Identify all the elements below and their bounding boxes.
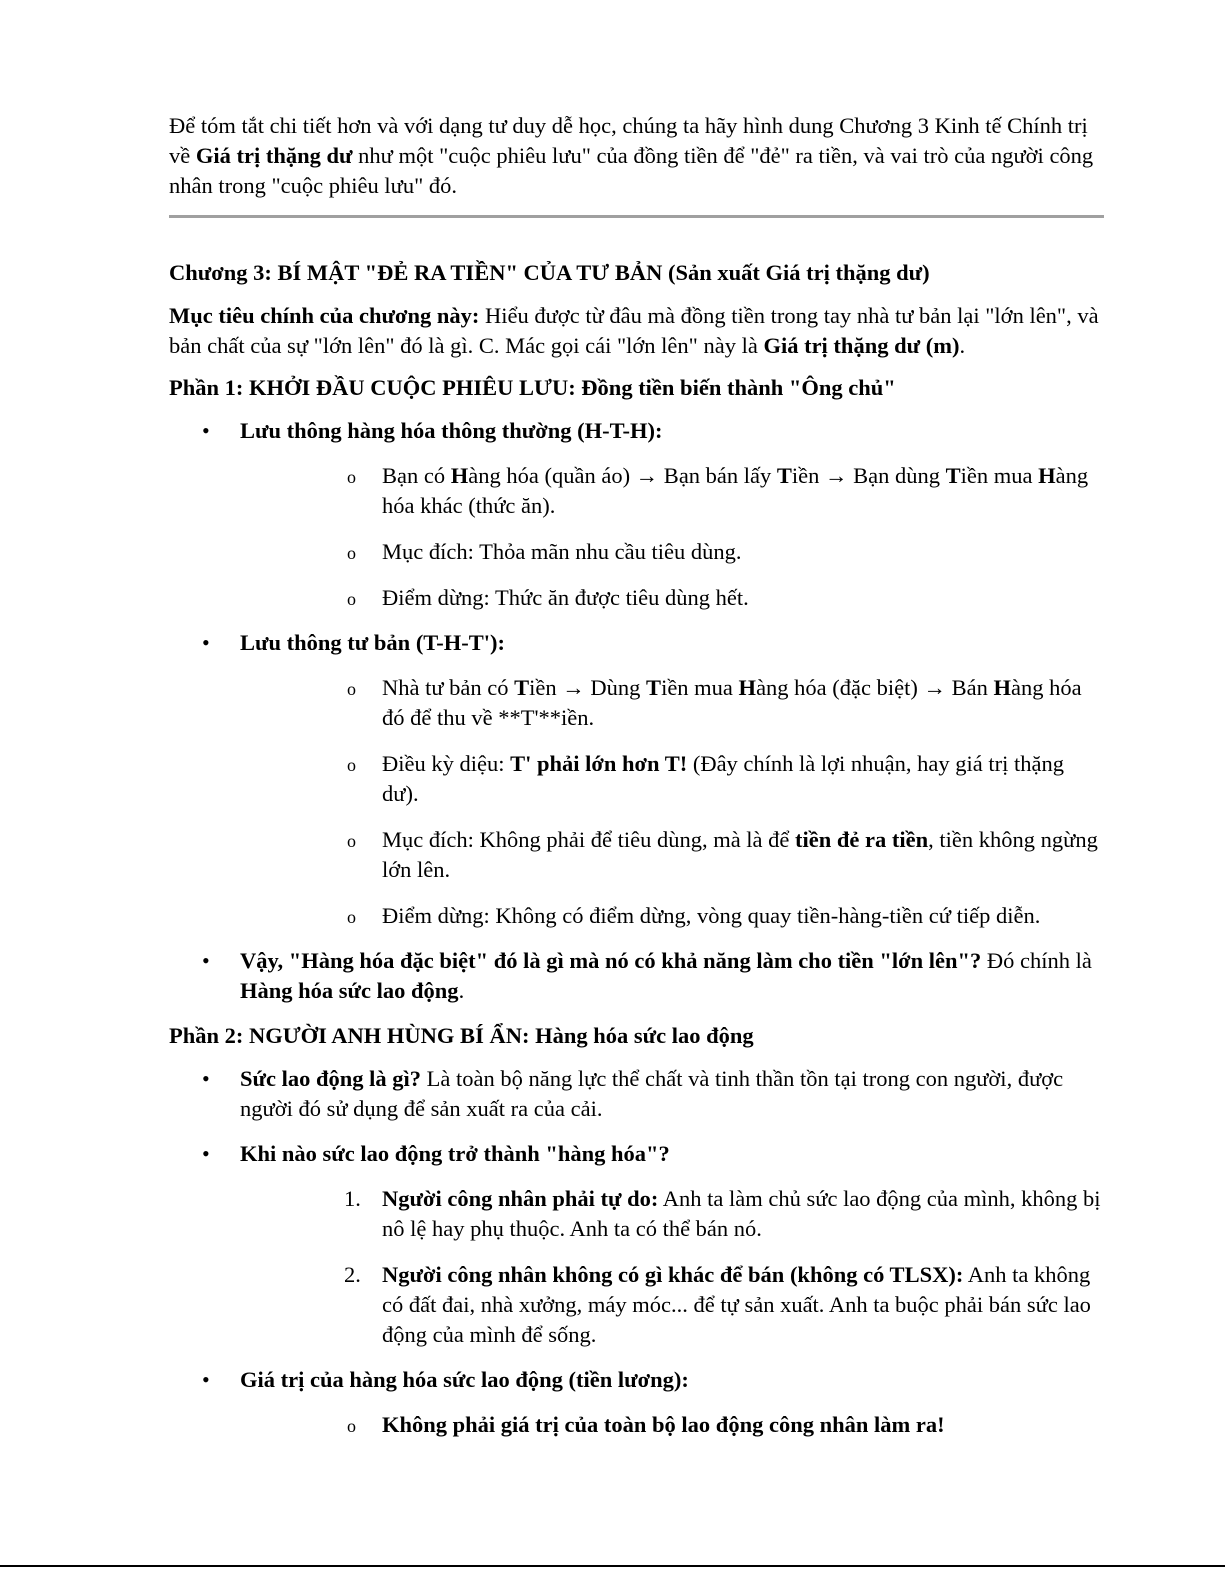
sub-list-item [240, 901, 1104, 931]
text-bold: Sức lao động là gì? [240, 1066, 422, 1091]
bullet-marker: • [202, 1367, 210, 1392]
text-bold: H [738, 675, 757, 700]
text-run: . [458, 978, 465, 1003]
text-bold: T [514, 675, 530, 700]
text-run: (Đây chính là lợi nhuận, hay giá trị thặng dư). [382, 751, 1065, 806]
sub-list [240, 461, 1104, 613]
part1-title: Phần 1: KHỞI ĐẦU CUỘC PHIÊU LƯU: Đồng tiền biến thành "Ông chủ" [169, 375, 896, 400]
circle-marker: o [347, 679, 356, 699]
horizontal-rule [169, 215, 1104, 218]
text-run: Anh ta không có đất đai, nhà xưởng, máy móc... để tự sản xuất. Anh ta buộc phải bán sức lao động của mình để sống. [382, 1262, 1091, 1347]
bullet-marker: • [202, 1066, 210, 1091]
intro-bold: Giá trị thặng dư [195, 143, 353, 168]
sub-list-item [240, 673, 1104, 733]
text-run: iền mua [960, 463, 1039, 488]
bullet-marker: • [202, 418, 210, 443]
chapter-title: Chương 3: BÍ MẬT "ĐẺ RA TIỀN" CỦA TƯ BẢN (Sản xuất Giá trị thặng dư) [169, 260, 930, 285]
sub-list-item [240, 749, 1104, 809]
circle-marker: o [347, 831, 356, 851]
text-bold: Vậy, "Hàng hóa đặc biệt" đó là gì mà nó có khả năng làm cho tiền "lớn lên"? [240, 948, 982, 973]
text-run: àng hóa đó để thu về **T'**iền. [382, 675, 1082, 730]
number-marker: 2. [344, 1262, 361, 1287]
circle-marker: o [347, 589, 356, 609]
part2-title: Phần 2: NGƯỜI ANH HÙNG BÍ ẨN: Hàng hóa sức lao động [169, 1023, 754, 1048]
goal-paragraph [169, 301, 1104, 361]
goal-text: Hiểu được từ đâu mà đồng tiền trong tay nhà tư bản lại "lớn lên", và bản chất của sự "lớn lên" đó là gì. C. Mác gọi cái "lớn lên" này là [169, 303, 1099, 358]
goal-term: Giá trị thặng dư (m) [763, 333, 960, 358]
list-item [169, 946, 1104, 1006]
sub-list-item [240, 537, 1104, 567]
text-bold: Người công nhân phải tự do: [382, 1186, 659, 1211]
list-item [169, 1064, 1104, 1124]
text-run: Mục đích: Thỏa mãn nhu cầu tiêu dùng. [382, 539, 742, 564]
numbered-item [240, 1260, 1104, 1350]
text-run: àng hóa khác (thức ăn). [382, 463, 1089, 518]
text-bold: T' phải lớn hơn T! [510, 751, 688, 776]
text-bold: H [993, 675, 1011, 700]
text-run: Anh ta làm chủ sức lao động của mình, không bị nô lệ hay phụ thuộc. Anh ta có thể bán nó. [382, 1186, 1101, 1241]
sub-list [240, 1410, 1104, 1440]
text-bold: tiền đẻ ra tiền [795, 827, 929, 852]
list-item-title: Lưu thông hàng hóa thông thường (H-T-H): [240, 418, 663, 443]
list-item-title: Khi nào sức lao động trở thành "hàng hóa"? [240, 1141, 670, 1166]
circle-marker: o [347, 907, 356, 927]
circle-marker: o [347, 543, 356, 563]
goal-label: Mục tiêu chính của chương này: [169, 303, 480, 328]
list-item [169, 1139, 1104, 1350]
intro-paragraph [169, 111, 1104, 201]
sub-list-item [240, 825, 1104, 885]
text-run: Đó chính là [981, 948, 1092, 973]
intro-text-1: Để tóm tắt chi tiết hơn và với dạng tư duy dễ học, chúng ta hãy hình dung Chương 3 Kinh tế Chính trị về [169, 113, 1088, 168]
text-bold: Hàng hóa sức lao động [240, 978, 459, 1003]
part1-list [169, 416, 1104, 1006]
text-bold: Người công nhân không có gì khác để bán (không có TLSX): [382, 1262, 964, 1287]
list-item-title: Lưu thông tư bản (T-H-T'): [240, 630, 505, 655]
text-run: Điểm dừng: Thức ăn được tiêu dùng hết. [382, 585, 749, 610]
text-bold: Không phải giá trị của toàn bộ lao động công nhân làm ra! [382, 1412, 945, 1437]
text-bold: T [776, 463, 792, 488]
list-item [169, 628, 1104, 931]
sub-list [240, 673, 1104, 931]
text-run: Điều kỳ diệu: [382, 751, 511, 776]
document-page [169, 111, 1104, 1455]
list-item [169, 416, 1104, 613]
text-bold: H [450, 463, 469, 488]
text-run: iền → Dùng [529, 675, 647, 700]
sub-list-item [240, 1410, 1104, 1440]
list-item [169, 1365, 1104, 1440]
circle-marker: o [347, 755, 356, 775]
text-run: Nhà tư bản có [382, 675, 515, 700]
intro-text-2: như một "cuộc phiêu lưu" của đồng tiền để "đẻ" ra tiền, và vai trò của người công nhân trong "cuộc phiêu lưu" đó. [169, 143, 1094, 198]
sub-list-item [240, 461, 1104, 521]
bullet-marker: • [202, 630, 210, 655]
text-bold: H [1038, 463, 1056, 488]
text-run: àng hóa (đặc biệt) → Bán [756, 675, 994, 700]
text-run: àng hóa (quần áo) → Bạn bán lấy [468, 463, 777, 488]
bullet-marker: • [202, 948, 210, 973]
bullet-marker: • [202, 1141, 210, 1166]
numbered-list [240, 1184, 1104, 1350]
text-bold: T [945, 463, 961, 488]
circle-marker: o [347, 467, 356, 487]
text-run: iền → Bạn dùng [791, 463, 946, 488]
text-run: iền mua [661, 675, 739, 700]
text-bold: T [646, 675, 662, 700]
sub-list-item [240, 583, 1104, 613]
text-run: Bạn có [382, 463, 451, 488]
text-run: Điểm dừng: Không có điểm dừng, vòng quay tiền-hàng-tiền cứ tiếp diễn. [382, 903, 1041, 928]
numbered-item [240, 1184, 1104, 1244]
text-run: , tiền không ngừng lớn lên. [382, 827, 1098, 882]
text-run: Mục đích: Không phải để tiêu dùng, mà là để [382, 827, 796, 852]
text-run: Là toàn bộ năng lực thể chất và tinh thần tồn tại trong con người, được người đó sử dụng để sản xuất ra của cải. [240, 1066, 1064, 1121]
number-marker: 1. [344, 1186, 361, 1211]
circle-marker: o [347, 1416, 356, 1436]
list-item-title: Giá trị của hàng hóa sức lao động (tiền lương): [240, 1367, 689, 1392]
part2-list [169, 1064, 1104, 1440]
page-bottom-border [0, 1565, 1225, 1567]
goal-end: . [959, 333, 966, 358]
